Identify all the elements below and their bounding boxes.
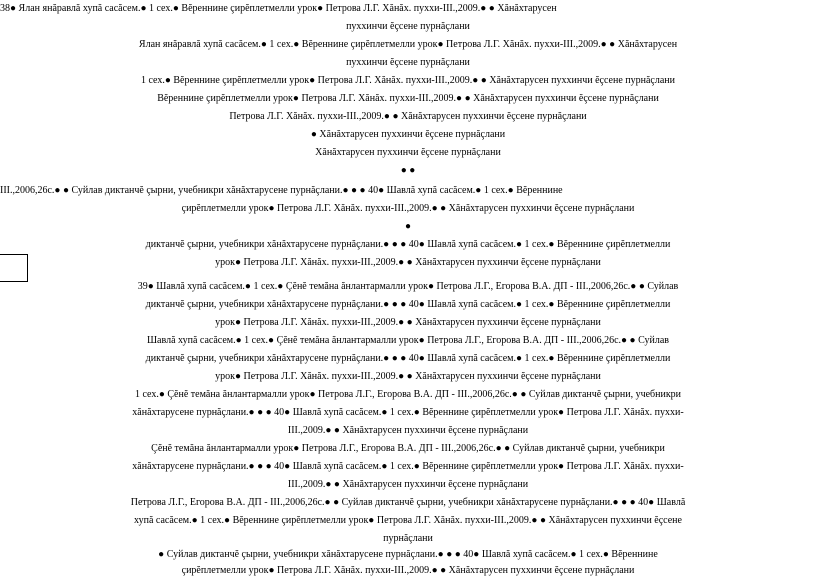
text-line: 39● Шавлă хупă сасăсем.● 1 сех.● Çĕнĕ темăна ăнлантармалли урок● Петрова Л.Г., Егорова В.А. ДП - III.,2006,26с.● ● Суйлав bbox=[137, 281, 679, 292]
text-line: Шавлă хупă сасăсем.● 1 сех.● Çĕнĕ темăна ăнлантармалли урок● Петрова Л.Г., Егорова В.А. ДП - III.,2006,26с.● ● Суйлав bbox=[146, 335, 670, 346]
text-line: III.,2009.● ● Хăнăхтарусен пуххинчи ĕçсене пурнăçлани bbox=[287, 425, 529, 436]
text-line: ● bbox=[404, 221, 412, 232]
text-line: диктанчĕ çырни, учебникри хăнăхтарусене пурнăçлани.● ● ● 40● Шавлă хупă сасăсем.● 1 сех.● Вĕреннине çирĕплетмелли bbox=[145, 353, 671, 364]
text-line: Петрова Л.Г., Егорова В.А. ДП - III.,2006,26с.● ● Суйлав диктанчĕ çырни, учебникри хăнăхтарусене пурнăçлани.● ● ● 40● Шавлă bbox=[130, 497, 686, 508]
text-line: ● Хăнăхтарусен пуххинчи ĕçсене пурнăçлани bbox=[310, 129, 506, 140]
text-line: çирĕплетмелли урок● Петрова Л.Г. Хăнăх. пуххи-III.,2009.● ● Хăнăхтарусен пуххинчи ĕçсене пурнăçлани bbox=[181, 203, 635, 214]
text-line: пуххинчи ĕçсене пурнăçлани bbox=[346, 57, 470, 68]
text-line: Вĕреннине çирĕплетмелли урок● Петрова Л.Г. Хăнăх. пуххи-III.,2009.● ● Хăнăхтарусен пуххинчи ĕçсене пурнăçлани bbox=[157, 93, 659, 104]
text-line: Ялан янăравлă хупă сасăсем.● 1 сех.● Вĕреннине çирĕплетмелли урок● Петрова Л.Г. Хăнăх. пуххи-III.,2009.● ● Хăнăхтарусен bbox=[138, 39, 678, 50]
text-line: III.,2009.● ● Хăнăхтарусен пуххинчи ĕçсене пурнăçлани bbox=[287, 479, 529, 490]
text-line: ● ● bbox=[400, 165, 416, 176]
text-line: пурнăçлани bbox=[383, 533, 433, 544]
text-line: Петрова Л.Г. Хăнăх. пуххи-III.,2009.● ● Хăнăхтарусен пуххинчи ĕçсене пурнăçлани bbox=[229, 111, 587, 122]
text-line: урок● Петрова Л.Г. Хăнăх. пуххи-III.,2009.● ● Хăнăхтарусен пуххинчи ĕçсене пурнăçлани bbox=[215, 371, 601, 382]
text-line: диктанчĕ çырни, учебникри хăнăхтарусене пурнăçлани.● ● ● 40● Шавлă хупă сасăсем.● 1 сех.● Вĕреннине çирĕплетмелли bbox=[145, 299, 671, 310]
text-line: 38● Ялан янăравлă хупă сасăсем.● 1 сех.● Вĕреннине çирĕплетмелли урок● Петрова Л.Г. Хăнăх. пуххи-III.,2009.● ● Хăнăхтарусен bbox=[0, 3, 557, 14]
text-line: хупă сасăсем.● 1 сех.● Вĕреннине çирĕплетмелли урок● Петрова Л.Г. Хăнăх. пуххи-III.,2009.● ● Хăнăхтарусен пуххинчи ĕçсене bbox=[134, 515, 682, 526]
text-line: 1 сех.● Вĕреннине çирĕплетмелли урок● Петрова Л.Г. Хăнăх. пуххи-III.,2009.● ● Хăнăхтарусен пуххинчи ĕçсене пурнăçлани bbox=[140, 75, 675, 86]
text-line: хăнăхтарусене пурнăçлани.● ● ● 40● Шавлă хупă сасăсем.● 1 сех.● Вĕреннине çирĕплетмелли урок● Петрова Л.Г. Хăнăх. пуххи- bbox=[132, 407, 684, 418]
text-line: çирĕплетмелли урок● Петрова Л.Г. Хăнăх. пуххи-III.,2009.● ● Хăнăхтарусен пуххинчи ĕçсене пурнăçлани bbox=[181, 565, 635, 576]
text-line: пуххинчи ĕçсене пурнăçлани bbox=[346, 21, 470, 32]
text-line: диктанчĕ çырни, учебникри хăнăхтарусене пурнăçлани.● ● ● 40● Шавлă хупă сасăсем.● 1 сех.● Вĕреннине çирĕплетмелли bbox=[145, 239, 671, 250]
text-line: хăнăхтарусене пурнăçлани.● ● ● 40● Шавлă хупă сасăсем.● 1 сех.● Вĕреннине çирĕплетмелли урок● Петрова Л.Г. Хăнăх. пуххи- bbox=[132, 461, 684, 472]
text-line: урок● Петрова Л.Г. Хăнăх. пуххи-III.,2009.● ● Хăнăхтарусен пуххинчи ĕçсене пурнăçлани bbox=[215, 257, 601, 268]
text-line: 1 сех.● Çĕнĕ темăна ăнлантармалли урок● Петрова Л.Г., Егорова В.А. ДП - III.,2006,26с.● ● Суйлав диктанчĕ çырни, учебникри bbox=[134, 389, 682, 400]
text-line: ● Суйлав диктанчĕ çырни, учебникри хăнăхтарусене пурнăçлани.● ● ● 40● Шавлă хупă сасăсем.● 1 сех.● Вĕреннине bbox=[158, 549, 658, 560]
text-line: урок● Петрова Л.Г. Хăнăх. пуххи-III.,2009.● ● Хăнăхтарусен пуххинчи ĕçсене пурнăçлани bbox=[215, 317, 601, 328]
text-line: Çĕнĕ темăна ăнлантармалли урок● Петрова Л.Г., Егорова В.А. ДП - III.,2006,26с.● ● Суйлав диктанчĕ çырни, учебникри bbox=[151, 443, 665, 454]
text-line: Хăнăхтарусен пуххинчи ĕçсене пурнăçлани bbox=[315, 147, 501, 158]
text-line: III.,2006,26с.● ● Суйлав диктанчĕ çырни, учебникри хăнăхтарусене пурнăçлани.● ● ● 40● Шавлă хупă сасăсем.● 1 сех.● Вĕреннине bbox=[0, 185, 563, 196]
